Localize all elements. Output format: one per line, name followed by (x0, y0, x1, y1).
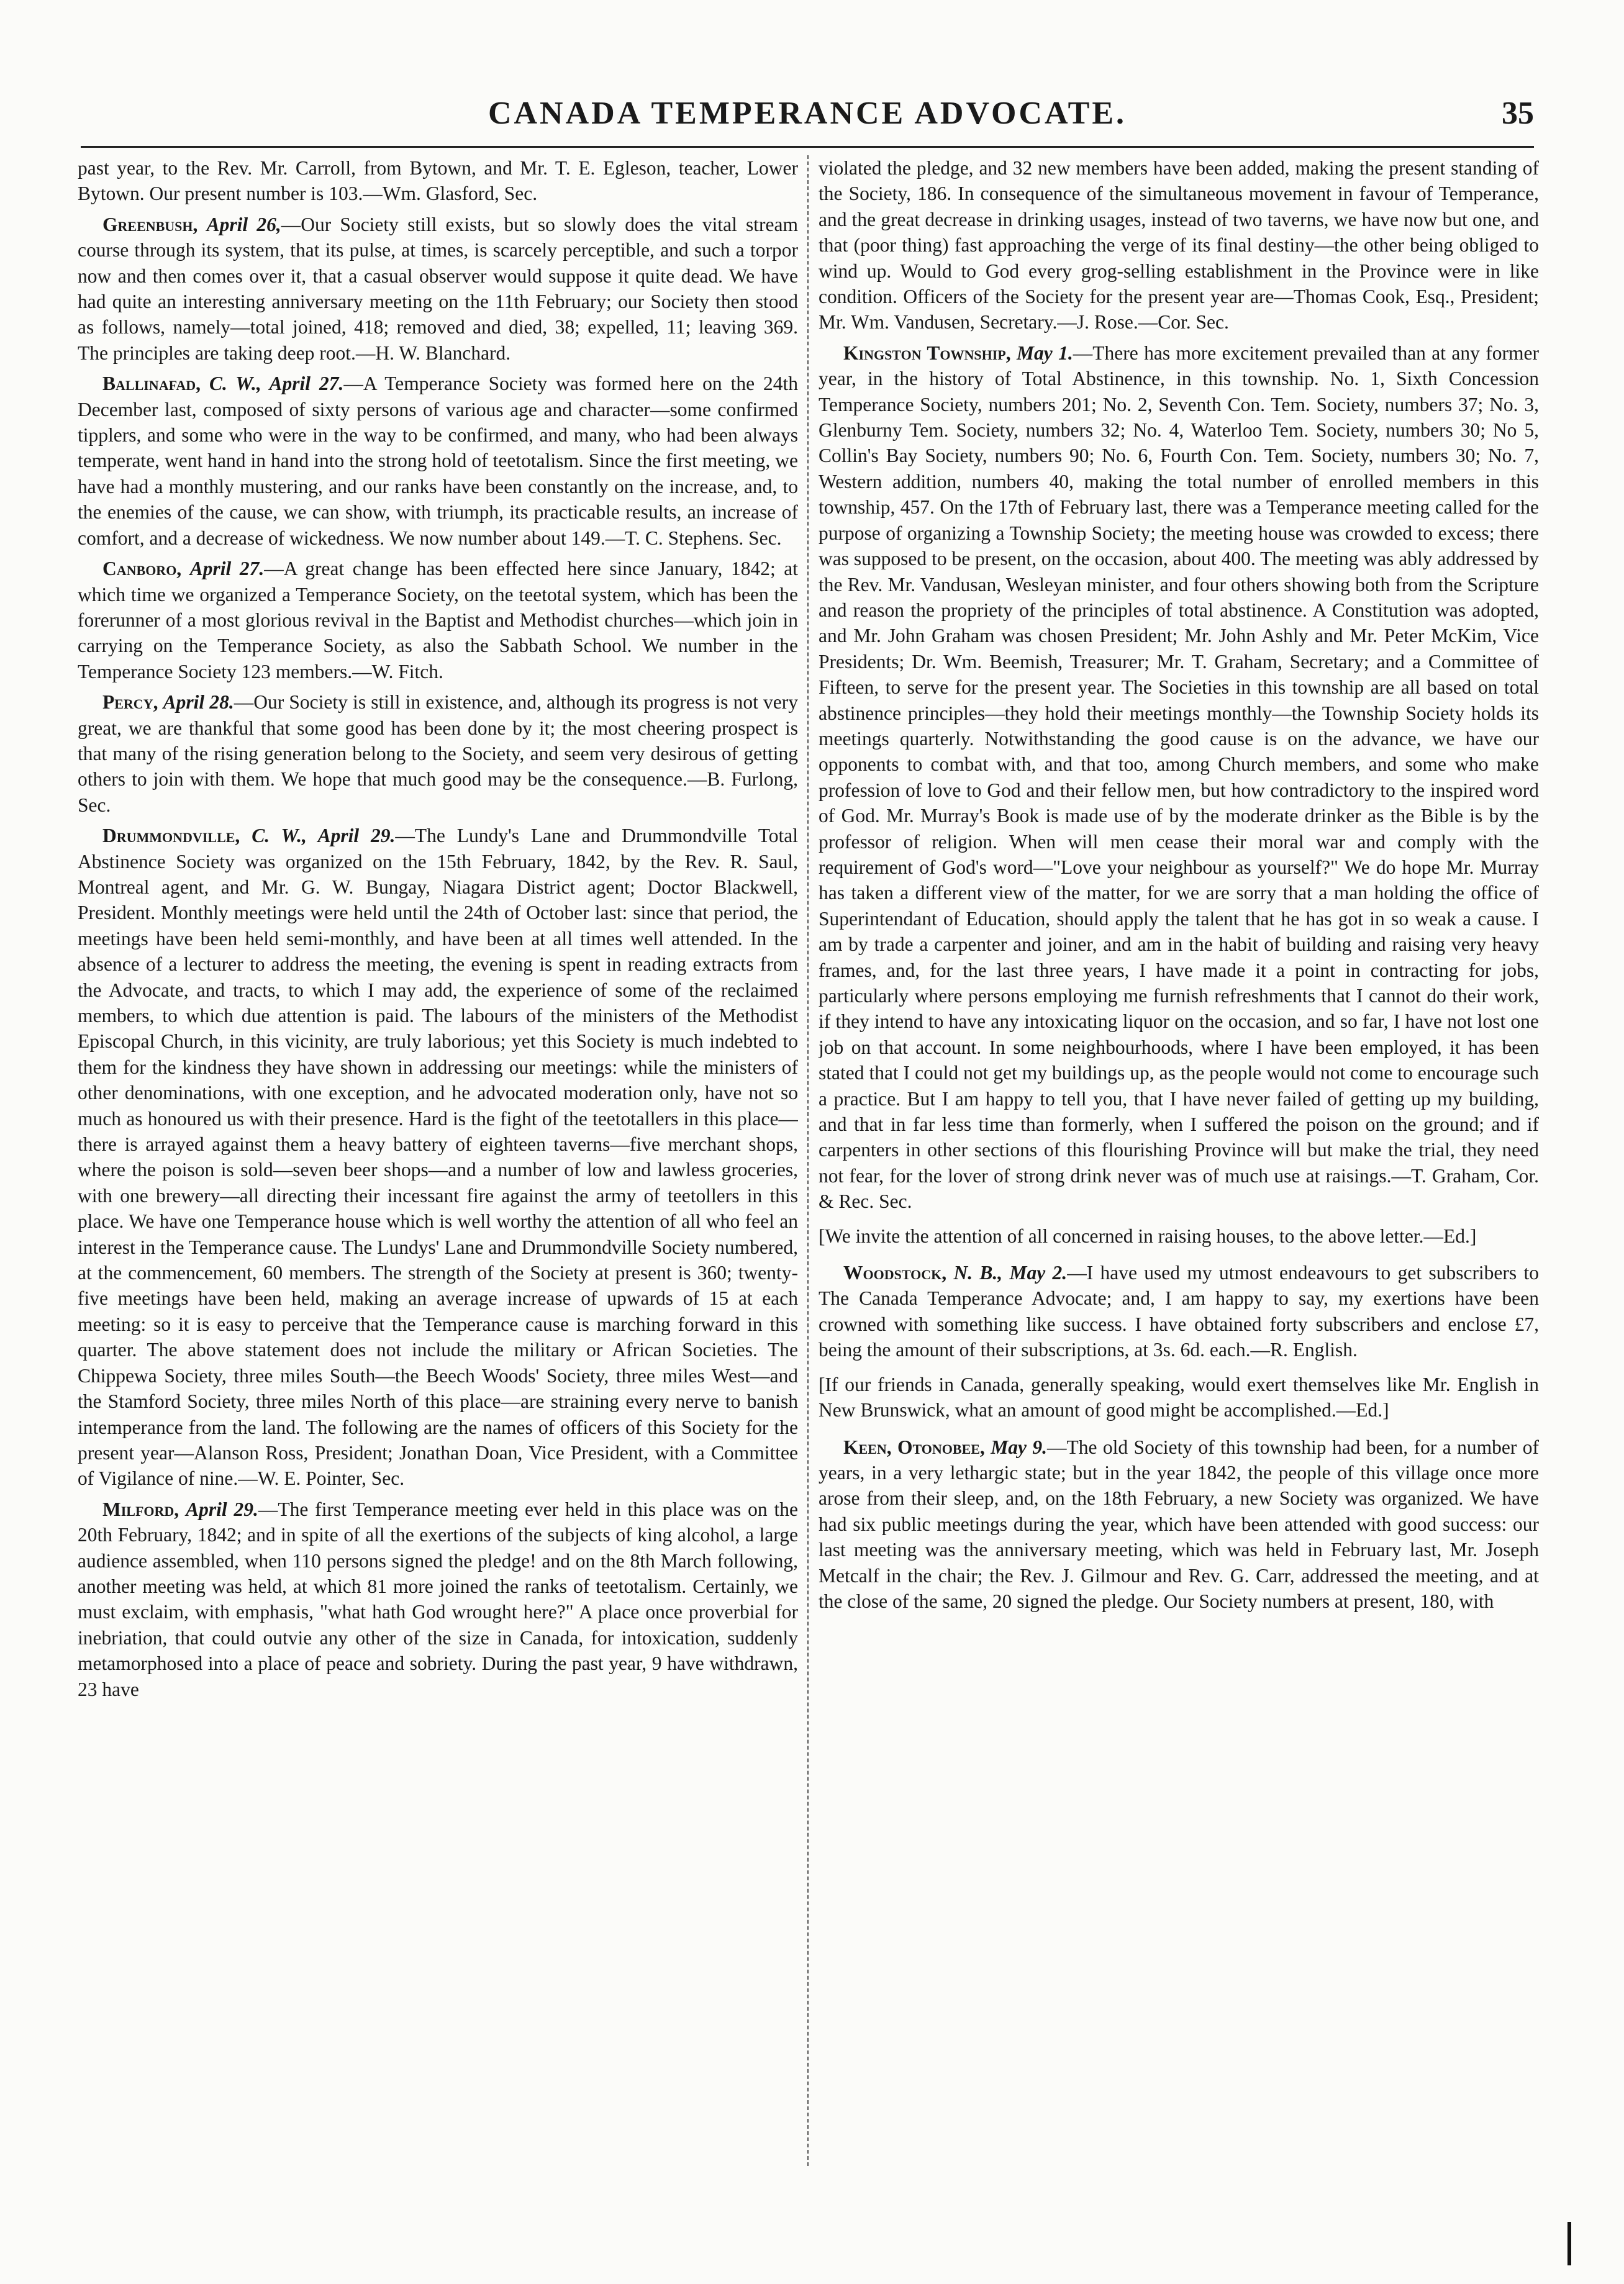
article-place: Ballinafad, (102, 373, 201, 395)
article-place: Greenbush, (102, 213, 198, 235)
left-column (78, 155, 798, 2169)
article-body: —Our Society is still in existence, and, although its progress is not very great, we are thankful that some good has been done by it; the most cheering prospect is that many of the rising generation belong to the Society, and seem very desirous of getting others to join with them. We hope that much good may be the consequence.—B. Furlong, Sec. (78, 691, 798, 816)
article-date: April 26, (206, 213, 281, 235)
page-header (81, 90, 1534, 148)
article-body: —A great change has been effected here since January, 1842; at which time we organized a Temperance Society, on the teetotal system, which has been the forerunner of a most glorious revival in the Baptist and Methodist churches—which join in carrying on the Temperance Society, as also the Sabbath School. We number in the Temperance Society 123 members.—W. Fitch. (78, 558, 798, 682)
page-edge-mark (1567, 2222, 1571, 2265)
article-date: C. W., April 29. (252, 825, 396, 847)
article-body: —The Lundy's Lane and Drummondville Total Abstinence Society was organized on the 15th February, 1842, by the Rev. R. Saul, Montreal agent, and Mr. G. W. Bungay, Niagara District agent; Doctor Blackwell, President. Monthly meetings were held until the 24th of October last: since that period, the meetings have been held semi-monthly, and have been at all times well attended. In the absence of a lecturer to address the meeting, the evening is spent in reading extracts from the Advocate, and tracts, to which I may add, the experience of some of the reclaimed members, to which due attention is paid. The labours of the ministers of the Methodist Episcopal Church, in this vicinity, are truly laborious; yet this Society is much indebted to them for the kindness they have shown in addressing our meetings: while the ministers of other denominations, with one exception, and he advocated moderation only, have not so much as honoured us with their presence. Hard is the fight of the teetotallers in this place—there is arrayed against them a heavy battery of eighteen taverns—five merchant shops, where the poison is sold—seven beer shops—and a number of low and lawless groceries, with one brewery—all directing their incessant fire against the army of teetollers in this place. We have one Temperance house which is well worthy the attention of all who feel an interest in the Temperance cause. The Lundys' Lane and Drummondville Society numbered, at the commencement, 60 members. The strength of the Society at present is 360; twenty-five meetings have been held, making an average increase of upwards of 15 at each meeting: so it is easy to perceive that the Temperance cause is marching forward in this quarter. The above statement does not include the military or African Societies. The Chippewa Society, three miles South—the Beech Woods' Society, three miles West—and the Stamford Society, three miles North of this place—are straining every nerve to banish intemperance from the land. The following are the names of officers of this Society for the present year—Alanson Ross, President; Jonathan Doan, Vice President, with a Committee of Vigilance of nine.—W. E. Pointer, Sec. (78, 825, 798, 1490)
article-milford (78, 1497, 798, 1702)
column-divider (807, 155, 809, 2166)
article-date: N. B., May 2. (953, 1262, 1068, 1284)
masthead-title: CANADA TEMPERANCE ADVOCATE. (488, 96, 1127, 131)
article-place: Percy, (102, 691, 158, 714)
article-date: April 29. (186, 1498, 258, 1520)
article-date: April 27. (189, 558, 265, 580)
article-greenbush (78, 212, 798, 366)
article-place: Drummondville, (102, 825, 240, 847)
article-drummondville (78, 823, 798, 1492)
article-body: —I have used my utmost endeavours to get subscribers to The Canada Temperance Advocate; and, I am happy to say, my exertions have been crowned with something like success. I have obtained forty subscribers and enclose £7, being the amount of their subscriptions, at 3s. 6d. each.—R. English. (819, 1262, 1539, 1361)
article-body: —A Temperance Society was formed here on the 24th December last, composed of sixty persons of various age and character—some confirmed tipplers, and some who were in the way to be confirmed, and many, who had been always temperate, went hand in hand into the strong hold of teetotalism. Since the first meeting, we have had a monthly mustering, and our ranks have been constantly on the increase, and, to the enemies of the cause, we can show, with triumph, its practicable results, an increase of comfort, and a decrease of wickedness. We now number about 149.—T. C. Stephens. Sec. (78, 373, 798, 549)
article-woodstock (819, 1260, 1539, 1363)
article-ballinafad (78, 371, 798, 551)
right-column (819, 155, 1539, 2169)
article-body: —There has more excitement prevailed than at any former year, in the history of Total Abstinence, in this township. No. 1, Sixth Concession Temperance Society, numbers 201; No. 2, Seventh Con. Tem. Society, numbers 37; No. 3, Glenburny Tem. Society, numbers 32; No. 4, Waterloo Tem. Society, numbers 30; No 5, Collin's Bay Society, numbers 90; No. 6, Fourth Con. Tem. Society, numbers 30; No. 7, Western addition, numbers 40, making the total number of enrolled members in this township, 457. On the 17th of February last, there was a Temperance meeting called for the purpose of organizing a Township Society; the meeting house was crowded to excess; there was supposed to be present, on the occasion, about 400. The meeting was ably addressed by the Rev. Mr. Vandusan, Wesleyan minister, and four others showing both from the Scripture and reason the propriety of the principles of total abstinence. A Constitution was adopted, and Mr. John Graham was chosen President; Mr. John Ashly and Mr. Peter McKim, Vice Presidents; Dr. Wm. Beemish, Treasurer; Mr. T. Graham, Secretary; and a Committee of Fifteen, to serve for the present year. The Societies in this township are all based on total abstinence principles—they hold their meetings monthly—the Township Society holds its meetings quarterly. Notwithstanding the good cause is on the advance, we have our opponents to combat with, and that too, among Church members, and some who make profession of love to God and their fellow men, but how contradictory to the inspired word of God. Mr. Murray's Book is made use of by the moderate drinker as the Bible is by the professor of religion. When will men cease their moral war and comply with the requirement of God's word—"Love your neighbour as yourself?" We do hope Mr. Murray has taken a different view of the matter, for we are sorry that a man holding the office of Superintendant of Education, should apply the talent that he has got in so weak a cause. I am by trade a carpenter and joiner, and am in the habit of building and raising very heavy frames, and, for the last three years, I have made it a point in contracting for jobs, particularly where persons employing me furnish refreshments that I cannot do their work, if they intend to have any intoxicating liquor on the occasion, and so far, I have not lost one job on that account. In some neighbourhoods, where I have been employed, it has been stated that I could not get my buildings up, as the people would not come to encourage such a practice. But I am happy to tell you, that I have never failed of getting up my building, and that in far less time than formerly, when I suffered the poison on the ground; and if carpenters in other sections of this flourishing Province will but make the trial, they need not fear, for the lover of strong drink never was of much use at raisings.—T. Graham, Cor. & Rec. Sec. (819, 342, 1539, 1213)
article-percy (78, 689, 798, 818)
editor-note: [We invite the attention of all concerned in raising houses, to the above letter.—Ed.] (819, 1225, 1477, 1247)
article-place: Woodstock, (843, 1262, 947, 1284)
article-place: Kingston Township, (843, 342, 1011, 364)
article-canboro (78, 556, 798, 684)
article-place: Keen, Otonobee, (843, 1436, 985, 1458)
article-milford-end: violated the pledge, and 32 new members have been added, making the present standing of the Society, 186. In consequence of the simultaneous movement in favour of Temperance, and the great decrease in drinking usages, instead of two taverns, we have now but one, and that (poor thing) fast approaching the verge of its final destiny—the other being obliged to wind up. Would to God every grog-selling establishment in the Province were in like condition. Officers of the Society for the present year are—Thomas Cook, Esq., President; Mr. Wm. Vandusen, Secretary.—J. Rose.—Cor. Sec. (819, 157, 1539, 333)
article-date: May 1. (1017, 342, 1073, 364)
article-keen-otonobee (819, 1434, 1539, 1615)
article-body: —Our Society still exists, but so slowly does the vital stream course through its system, that its pulse, at times, is scarcely perceptible, and such a torpor now and then comes over it, that a casual observer would suppose it quite dead. We have had quite an interesting anniversary meeting on the 11th February; our Society then stood as follows, namely—total joined, 418; removed and died, 38; expelled, 11; leaving 369. The principles are taking deep root.—H. W. Blanchard. (78, 213, 798, 364)
article-body: —The old Society of this township had been, for a number of years, in a very lethargic state; but in the year 1842, the people of this village once more arose from their sleep, and, on the 18th February, a new Society was organized. We have had six public meetings during the year, which have been attended with good success: our last meeting was the anniversary meeting, which was held in February last, Mr. Joseph Metcalf in the chair; the Rev. J. Gilmour and Rev. G. Carr, addressed the meeting, and at the close of the same, 20 signed the pledge. Our Society numbers at present, 180, with (819, 1436, 1539, 1612)
article-date: C. W., April 27. (209, 373, 344, 395)
article-body: —The first Temperance meeting ever held in this place was on the 20th February, 1842; and in spite of all the exertions of the subjects of king alcohol, a large audience assembled, when 110 persons signed the pledge! and on the 8th March following, another meeting was held, at which 81 more joined the ranks of teetotalism. Certainly, we must exclaim, with emphasis, "what hath God wrought here?" A place once proverbial for inebriation, that could outvie any other of the size in Canada, for intoxication, suddenly metamorphosed into a place of peace and sobriety. During the past year, 9 have withdrawn, 23 have (78, 1498, 798, 1700)
article-date: May 9. (991, 1436, 1048, 1458)
article-kingston-township (819, 340, 1539, 1215)
article-bytown-end: past year, to the Rev. Mr. Carroll, from Bytown, and Mr. T. E. Egleson, teacher, Lower Bytown. Our present number is 103.—Wm. Glasford, Sec. (78, 157, 798, 205)
page-number: 35 (1502, 96, 1534, 131)
article-date: April 28. (163, 691, 234, 714)
article-place: Milford, (102, 1498, 179, 1520)
article-place: Canboro, (102, 558, 182, 580)
editor-note: [If our friends in Canada, generally speaking, would exert themselves like Mr. English in New Brunswick, what an amount of good might be accomplished.—Ed.] (819, 1373, 1539, 1421)
